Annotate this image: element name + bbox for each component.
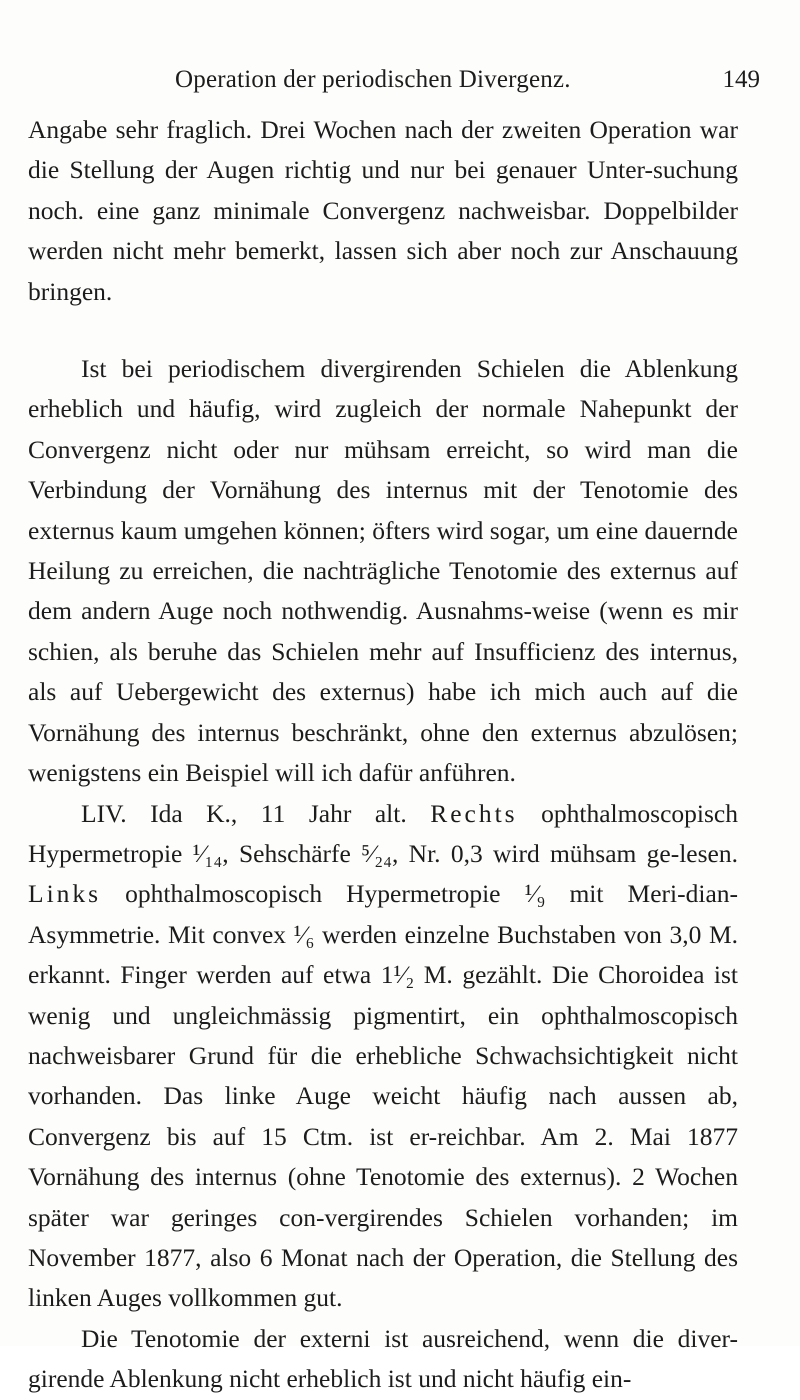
- case-left-eye-findings: ophthalmoscopisch Hypermetropie ¹⁄₉ mit Meri-dian-Asymmetrie. Mit convex ¹⁄₆ werden einzelne Buchstaben von 3,0 M. erkannt. Finger werden auf etwa 1¹⁄₂ M. gezählt. Die Choroidea ist wenig und ungleichmässig pigmentirt, ein ophthalmoscopisch nachweisbarer Grund für die erhebliche Schwachsichtigkeit nicht vorhanden. Das linke Auge weicht häufig nach aussen ab, Convergenz bis auf 15 Ctm. ist er-reichbar. Am 2. Mai 1877 Vornähung des internus (ohne Tenotomie des externus). 2 Wochen später war geringes con-vergirendes Schielen vorhanden; im November 1877, also 6 Monat nach der Operation, die Stellung des linken Auges vollkommen gut.: [28, 879, 738, 1313]
- body-text: [28, 110, 738, 1400]
- paragraph-4: Die Tenotomie der externi ist ausreichend, wenn die diver-girende Ablenkung nicht erheblich ist und nicht häufig ein-: [28, 1323, 738, 1394]
- left-eye-label: Links: [28, 879, 102, 909]
- paragraph-2: Ist bei periodischem divergirenden Schielen die Ablenkung erheblich und häufig, wird zugleich der normale Nahepunkt der Convergenz nicht oder nur mühsam erreicht, so wird man die Verbindung der Vornähung des internus mit der Tenotomie des externus kaum umgehen können; öfters wird sogar, um eine dauernde Heilung zu erreichen, die nachträgliche Tenotomie des externus auf dem andern Auge noch nothwendig. Ausnahms-weise (wenn es mir schien, als beruhe das Schielen mehr auf Insufficienz des internus, als auf Uebergewicht des externus) habe ich mich auch auf die Vornähung des internus beschränkt, ohne den externus abzulösen; wenigstens ein Beispiel will ich dafür anführen.: [28, 354, 738, 788]
- paragraph-1: Angabe sehr fraglich. Drei Wochen nach der zweiten Operation war die Stellung der Augen richtig und nur bei genauer Unter-suchung noch. eine ganz minimale Convergenz nachweisbar. Doppelbilder werden nicht mehr bemerkt, lassen sich aber noch zur Anschauung bringen.: [28, 115, 738, 306]
- paragraph-3-case-report: [28, 794, 738, 1319]
- running-title: Operation der periodischen Divergenz.: [175, 66, 571, 93]
- case-intro: LIV. Ida K., 11 Jahr alt.: [81, 798, 431, 828]
- right-eye-label: Rechts: [430, 798, 518, 828]
- page-number: 149: [722, 66, 760, 93]
- page-header: [175, 62, 760, 98]
- case-right-eye-findings: ophthalmoscopisch Hypermetropie ¹⁄₁₄, Sehschärfe ⁵⁄₂₄, Nr. 0,3 wird mühsam ge-lesen.: [28, 798, 738, 868]
